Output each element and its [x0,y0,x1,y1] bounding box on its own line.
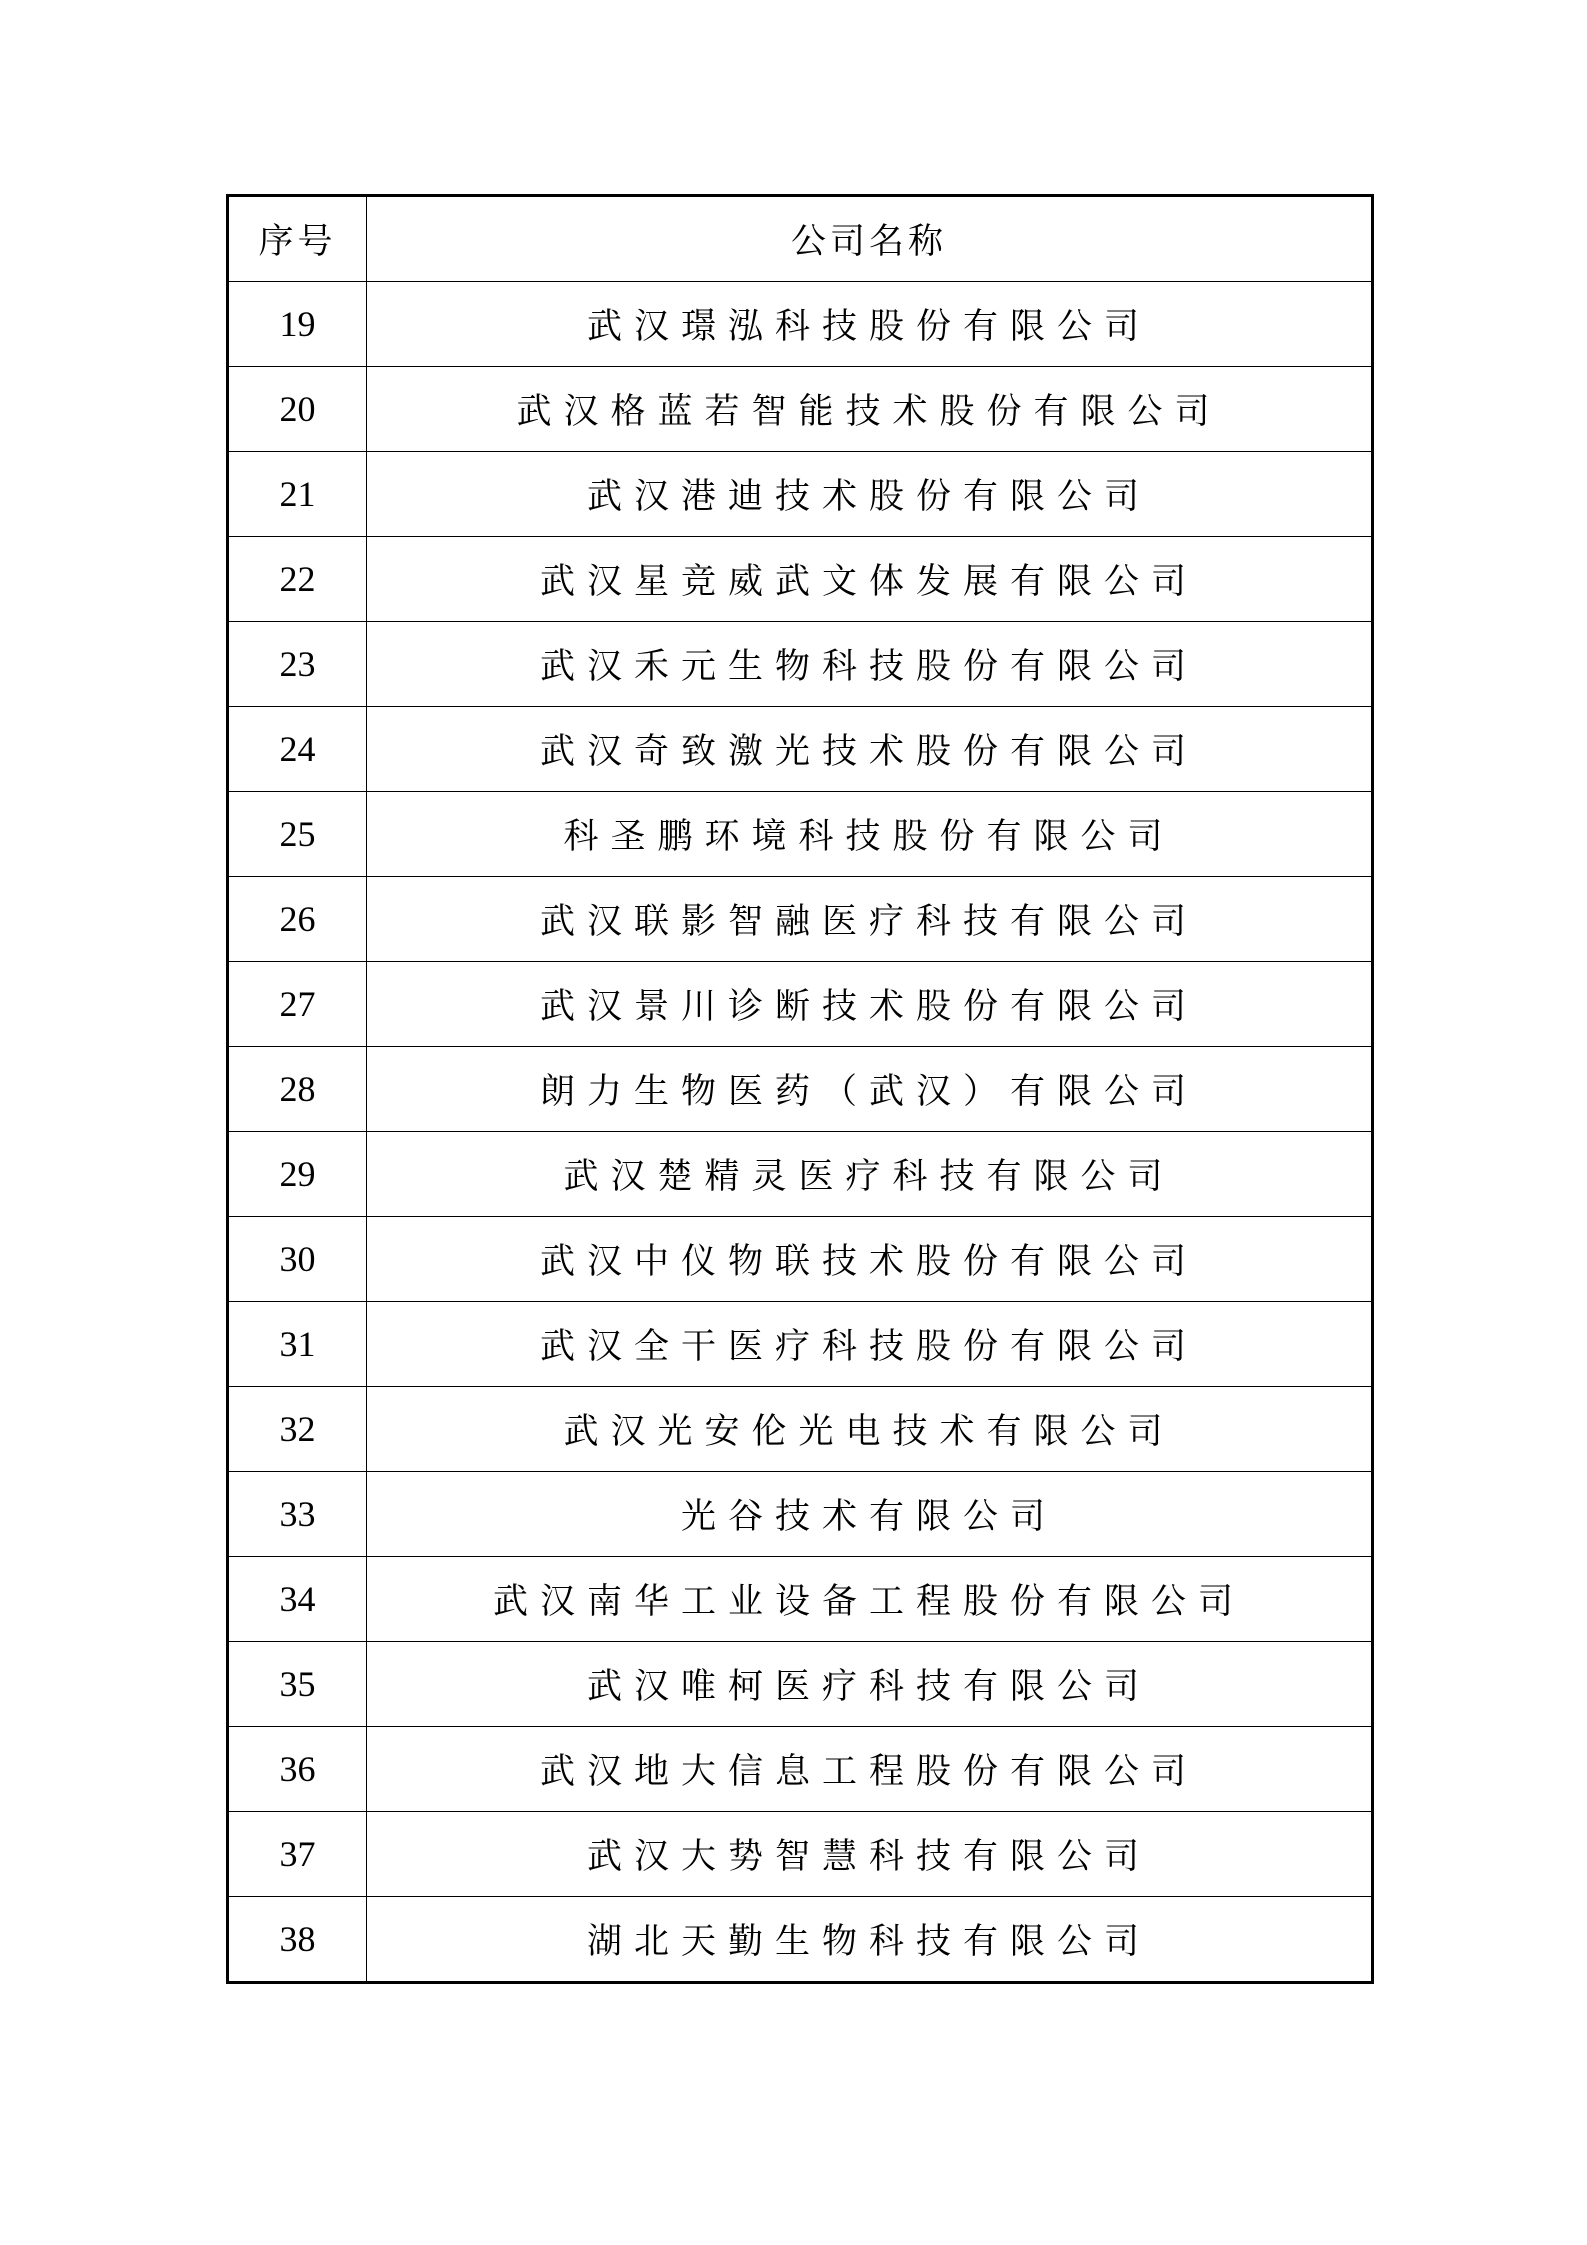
table-row [228,1642,1373,1727]
seq-value: 22 [279,559,316,599]
company-name: 朗力生物医药（武汉）有限公司 [539,1072,1198,1112]
seq-cell [228,367,367,452]
seq-value: 23 [279,644,316,684]
table-row [228,1557,1373,1642]
seq-value: 35 [279,1664,316,1704]
company-name: 武汉大势智慧科技有限公司 [586,1837,1151,1877]
company-name-cell [367,452,1373,537]
company-name: 武汉港迪技术股份有限公司 [586,477,1151,517]
company-name-cell [367,792,1373,877]
table-row [228,962,1373,1047]
table-row [228,877,1373,962]
company-name-cell [367,1132,1373,1217]
seq-cell [228,1217,367,1302]
seq-value: 37 [279,1834,316,1874]
seq-cell [228,1897,367,1983]
company-name: 武汉全干医疗科技股份有限公司 [539,1327,1198,1367]
seq-value: 25 [279,814,316,854]
seq-value: 21 [279,474,316,514]
seq-cell [228,1642,367,1727]
seq-cell [228,1472,367,1557]
header-name-label: 公司名称 [790,222,947,262]
company-name-cell [367,1897,1373,1983]
company-name: 武汉璟泓科技股份有限公司 [586,307,1151,347]
seq-cell [228,962,367,1047]
table-row [228,707,1373,792]
seq-value: 20 [279,389,316,429]
table-header-row [228,196,1373,282]
company-name-cell [367,1727,1373,1812]
table-row [228,1132,1373,1217]
seq-cell [228,707,367,792]
header-seq-label: 序号 [258,222,337,262]
company-name: 光谷技术有限公司 [680,1497,1057,1537]
company-name: 科圣鹏环境科技股份有限公司 [563,817,1175,857]
table-row [228,1387,1373,1472]
seq-cell [228,282,367,367]
company-name: 湖北天勤生物科技有限公司 [586,1922,1151,1962]
seq-value: 30 [279,1239,316,1279]
seq-cell [228,877,367,962]
seq-value: 27 [279,984,316,1024]
company-name: 武汉奇致激光技术股份有限公司 [539,732,1198,772]
company-name: 武汉景川诊断技术股份有限公司 [539,987,1198,1027]
company-name: 武汉星竞威武文体发展有限公司 [539,562,1198,602]
company-name-cell [367,1302,1373,1387]
table-row [228,367,1373,452]
seq-value: 24 [279,729,316,769]
table-row [228,537,1373,622]
company-name-cell [367,1642,1373,1727]
seq-cell [228,1387,367,1472]
company-name-cell [367,367,1373,452]
seq-value: 31 [279,1324,316,1364]
header-seq-cell [228,196,367,282]
company-name-cell [367,1472,1373,1557]
seq-value: 33 [279,1494,316,1534]
seq-cell [228,1727,367,1812]
table-row [228,1472,1373,1557]
table-row [228,1897,1373,1983]
seq-value: 38 [279,1919,316,1959]
company-name-cell [367,622,1373,707]
seq-cell [228,792,367,877]
company-name: 武汉禾元生物科技股份有限公司 [539,647,1198,687]
seq-cell [228,1812,367,1897]
company-name: 武汉地大信息工程股份有限公司 [539,1752,1198,1792]
seq-cell [228,1557,367,1642]
table-row [228,1047,1373,1132]
company-name-cell [367,1047,1373,1132]
table-row [228,792,1373,877]
seq-value: 26 [279,899,316,939]
company-name: 武汉格蓝若智能技术股份有限公司 [516,392,1222,432]
company-name: 武汉唯柯医疗科技有限公司 [586,1667,1151,1707]
seq-value: 36 [279,1749,316,1789]
table-row [228,1217,1373,1302]
seq-cell [228,1047,367,1132]
table-row [228,1812,1373,1897]
seq-cell [228,622,367,707]
company-list-table [226,194,1374,1984]
header-name-cell [367,196,1373,282]
seq-value: 34 [279,1579,316,1619]
table-row [228,1727,1373,1812]
company-name: 武汉中仪物联技术股份有限公司 [539,1242,1198,1282]
seq-value: 32 [279,1409,316,1449]
company-name-cell [367,877,1373,962]
company-name-cell [367,1557,1373,1642]
company-name-cell [367,537,1373,622]
seq-cell [228,452,367,537]
company-name-cell [367,1217,1373,1302]
company-name: 武汉楚精灵医疗科技有限公司 [563,1157,1175,1197]
company-name: 武汉联影智融医疗科技有限公司 [539,902,1198,942]
seq-value: 29 [279,1154,316,1194]
seq-cell [228,1132,367,1217]
seq-cell [228,1302,367,1387]
company-name-cell [367,282,1373,367]
seq-value: 19 [279,304,316,344]
table-row [228,452,1373,537]
seq-cell [228,537,367,622]
company-name-cell [367,1387,1373,1472]
company-name-cell [367,707,1373,792]
company-name: 武汉光安伦光电技术有限公司 [563,1412,1175,1452]
seq-value: 28 [279,1069,316,1109]
company-name-cell [367,962,1373,1047]
table-row [228,622,1373,707]
company-name-cell [367,1812,1373,1897]
company-name: 武汉南华工业设备工程股份有限公司 [492,1582,1245,1622]
table-row [228,282,1373,367]
table-row [228,1302,1373,1387]
